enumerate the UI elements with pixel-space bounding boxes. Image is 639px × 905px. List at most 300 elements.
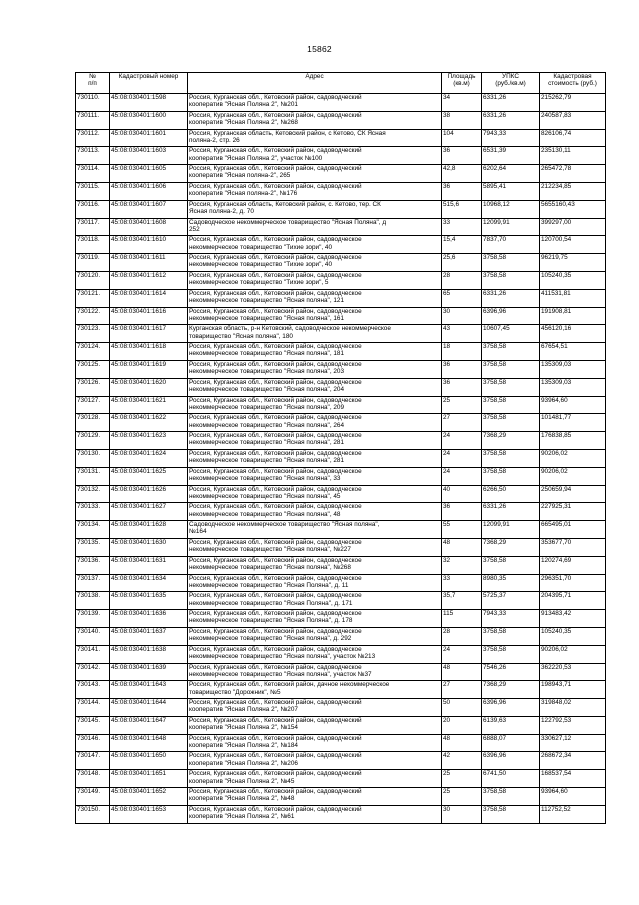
- address-line-1: Россия, Курганская обл., Кетовский район, садоводческий: [189, 716, 362, 724]
- address-line-1: Россия, Курганская обл., Кетовский район, садоводческое: [189, 467, 362, 475]
- area-cell: 18: [442, 343, 482, 361]
- address-line-1: Россия, Курганская обл., Кетовский район, садоводческое: [189, 254, 362, 262]
- address-cell: [188, 805, 442, 823]
- upks-cell: 6266,50: [482, 485, 540, 503]
- table-row: [76, 467, 606, 485]
- address-line-2: некоммерческое товарищество "Ясная поляна", 181: [189, 350, 345, 358]
- upks-cell: 10968,12: [482, 200, 540, 218]
- address-line-1: Россия, Курганская обл., Кетовский район, садоводческое: [189, 378, 362, 386]
- row-number-cell: 730146.: [76, 734, 110, 752]
- upks-cell: 3758,58: [482, 627, 540, 645]
- table-row: [76, 147, 606, 165]
- cadastral-number-cell: 45:08:030401:1614: [110, 289, 188, 307]
- cadastral-number-cell: 45:08:030401:1603: [110, 147, 188, 165]
- address-line-2: поляна-2, стр. 26: [189, 136, 240, 144]
- area-cell: 43: [442, 325, 482, 343]
- cadastral-value-cell: 204395,71: [540, 592, 606, 610]
- row-number-cell: 730134.: [76, 521, 110, 539]
- table-row: [76, 627, 606, 645]
- address-line-2: кооператив "Ясная Поляна 2", №45: [189, 777, 295, 785]
- area-cell: 36: [442, 503, 482, 521]
- upks-cell: 5895,41: [482, 182, 540, 200]
- upks-cell: 6396,96: [482, 699, 540, 717]
- address-cell: [188, 663, 442, 681]
- upks-cell: 3758,58: [482, 360, 540, 378]
- address-cell: [188, 521, 442, 539]
- area-cell: 35,7: [442, 592, 482, 610]
- address-line-2: кооператив "Ясная Поляна 2", №268: [189, 119, 298, 127]
- cadastral-number-cell: 45:08:030401:1643: [110, 681, 188, 699]
- cadastral-number-cell: 45:08:030401:1623: [110, 432, 188, 450]
- cadastral-value-cell: 826106,74: [540, 129, 606, 147]
- address-cell: [188, 378, 442, 396]
- address-line-1: Россия, Курганская обл., Кетовский район, садоводческий: [189, 111, 362, 119]
- cadastral-value-cell: 296351,70: [540, 574, 606, 592]
- area-cell: 27: [442, 681, 482, 699]
- address-cell: [188, 325, 442, 343]
- row-number-cell: 730133.: [76, 503, 110, 521]
- address-line-2: кооператив "Ясная Поляна 2", №48: [189, 795, 295, 803]
- address-line-1: Россия, Курганская обл., Кетовский район, садоводческое: [189, 360, 362, 368]
- header-cadastral-value: Кадастровая стоимость (руб.): [540, 73, 606, 94]
- cadastral-number-cell: 45:08:030401:1653: [110, 805, 188, 823]
- area-cell: 42: [442, 752, 482, 770]
- upks-cell: 3758,58: [482, 788, 540, 806]
- cadastral-number-cell: 45:08:030401:1637: [110, 627, 188, 645]
- address-line-1: Россия, Курганская обл., Кетовский район, садоводческое: [189, 538, 362, 546]
- cadastral-value-cell: 330627,12: [540, 734, 606, 752]
- header-address: Адрес: [188, 73, 442, 94]
- upks-cell: 3758,58: [482, 396, 540, 414]
- address-cell: [188, 592, 442, 610]
- table-row: [76, 182, 606, 200]
- address-line-1: Россия, Курганская обл., Кетовский район, садоводческое: [189, 574, 362, 582]
- cadastral-number-cell: 45:08:030401:1630: [110, 538, 188, 556]
- area-cell: 34: [442, 94, 482, 112]
- address-line-1: Россия, Курганская обл., Кетовский район, садоводческое: [189, 663, 362, 671]
- address-line-2: некоммерческое товарищество "Ясная поляна", 161: [189, 314, 345, 322]
- row-number-cell: 730148.: [76, 770, 110, 788]
- area-cell: 104: [442, 129, 482, 147]
- upks-cell: 3758,58: [482, 254, 540, 272]
- address-line-1: Россия, Курганская обл., Кетовский район, садоводческое: [189, 414, 362, 422]
- cadastral-value-cell: 250659,94: [540, 485, 606, 503]
- cadastral-value-cell: 90206,02: [540, 467, 606, 485]
- header-area: Площадь (кв.м): [442, 73, 482, 94]
- address-line-2: некоммерческое товарищество "Ясная поляна", 204: [189, 386, 345, 394]
- address-cell: [188, 788, 442, 806]
- address-line-2: некоммерческое товарищество "Ясная поляна", участок №213: [189, 653, 376, 660]
- table-row: [76, 414, 606, 432]
- upks-cell: 3758,58: [482, 378, 540, 396]
- address-cell: [188, 343, 442, 361]
- area-cell: 38: [442, 111, 482, 129]
- cadastral-number-cell: 45:08:030401:1621: [110, 396, 188, 414]
- area-cell: 36: [442, 182, 482, 200]
- address-line-2: некоммерческое товарищество "Ясная поляна", №268: [189, 564, 351, 572]
- area-cell: 24: [442, 645, 482, 663]
- row-number-cell: 730113.: [76, 147, 110, 165]
- table-row: [76, 503, 606, 521]
- table-row: [76, 770, 606, 788]
- area-cell: 25,6: [442, 254, 482, 272]
- cadastral-number-cell: 45:08:030401:1638: [110, 645, 188, 663]
- cadastral-value-cell: 67654,51: [540, 343, 606, 361]
- table-row: [76, 129, 606, 147]
- upks-cell: 3758,58: [482, 271, 540, 289]
- cadastral-value-cell: 122792,53: [540, 716, 606, 734]
- upks-cell: 6396,96: [482, 752, 540, 770]
- upks-cell: 6331,26: [482, 503, 540, 521]
- address-cell: [188, 716, 442, 734]
- address-line-1: Россия, Курганская обл., Кетовский район, садоводческий: [189, 788, 362, 796]
- upks-cell: 3758,58: [482, 449, 540, 467]
- area-cell: 36: [442, 360, 482, 378]
- cadastral-value-cell: 96219,75: [540, 254, 606, 272]
- address-line-1: Россия, Курганская обл., Кетовский район, садоводческий: [189, 805, 362, 813]
- table-header: [76, 73, 606, 94]
- cadastral-number-cell: 45:08:030401:1627: [110, 503, 188, 521]
- address-cell: [188, 681, 442, 699]
- address-line-2: некоммерческое товарищество "Тихие зори", 5: [189, 279, 329, 287]
- row-number-cell: 730135.: [76, 538, 110, 556]
- address-cell: [188, 503, 442, 521]
- area-cell: 28: [442, 627, 482, 645]
- cadastral-value-cell: 168537,54: [540, 770, 606, 788]
- cadastral-number-cell: 45:08:030401:1620: [110, 378, 188, 396]
- area-cell: 32: [442, 556, 482, 574]
- address-line-2: некоммерческое товарищество "Ясная Поляна", д. 178: [189, 617, 353, 625]
- cadastral-number-cell: 45:08:030401:1611: [110, 254, 188, 272]
- address-line-2: некоммерческое товарищество "Тихие зори", 40: [189, 243, 333, 251]
- table-row: [76, 752, 606, 770]
- address-cell: [188, 752, 442, 770]
- address-line-2: кооператив "Ясная Поляна 2", №184: [189, 741, 298, 749]
- row-number-cell: 730147.: [76, 752, 110, 770]
- cadastral-value-cell: 212234,85: [540, 182, 606, 200]
- address-line-1: Россия, Курганская обл., Кетовский район, садоводческий: [189, 752, 362, 760]
- address-cell: [188, 289, 442, 307]
- table-row: [76, 734, 606, 752]
- row-number-cell: 730122.: [76, 307, 110, 325]
- row-number-cell: 730139.: [76, 610, 110, 628]
- row-number-cell: 730130.: [76, 449, 110, 467]
- row-number-cell: 730129.: [76, 432, 110, 450]
- cadastral-value-cell: 90206,02: [540, 449, 606, 467]
- header-row: [76, 73, 606, 94]
- address-line-2: некоммерческое товарищество "Ясная поляна", 209: [189, 403, 345, 411]
- upks-cell: 6331,26: [482, 111, 540, 129]
- address-cell: [188, 770, 442, 788]
- table-row: [76, 111, 606, 129]
- address-cell: [188, 645, 442, 663]
- area-cell: 515,6: [442, 200, 482, 218]
- address-line-2: некоммерческое товарищество "Ясная поляна", 203: [189, 368, 345, 376]
- address-line-2: №164: [189, 528, 207, 536]
- area-cell: 50: [442, 699, 482, 717]
- cadastral-number-cell: 45:08:030401:1626: [110, 485, 188, 503]
- row-number-cell: 730145.: [76, 716, 110, 734]
- upks-cell: 7368,29: [482, 681, 540, 699]
- area-cell: 65: [442, 289, 482, 307]
- table-row: [76, 432, 606, 450]
- upks-cell: 6741,50: [482, 770, 540, 788]
- cadastral-number-cell: 45:08:030401:1634: [110, 574, 188, 592]
- area-cell: 25: [442, 770, 482, 788]
- upks-cell: 7837,70: [482, 236, 540, 254]
- cadastral-number-cell: 45:08:030401:1624: [110, 449, 188, 467]
- row-number-cell: 730137.: [76, 574, 110, 592]
- cadastral-number-cell: 45:08:030401:1606: [110, 182, 188, 200]
- area-cell: 28: [442, 271, 482, 289]
- cadastral-value-cell: 101481,77: [540, 414, 606, 432]
- address-cell: [188, 574, 442, 592]
- address-line-2: кооператив "Ясная Поляна 2", участок №100: [189, 154, 323, 162]
- table-row: [76, 449, 606, 467]
- cadastral-value-cell: 176838,85: [540, 432, 606, 450]
- table-row: [76, 805, 606, 823]
- cadastral-number-cell: 45:08:030401:1644: [110, 699, 188, 717]
- cadastral-number-cell: 45:08:030401:1612: [110, 271, 188, 289]
- area-cell: 33: [442, 574, 482, 592]
- upks-cell: 6396,96: [482, 307, 540, 325]
- table-row: [76, 360, 606, 378]
- cadastral-number-cell: 45:08:030401:1650: [110, 752, 188, 770]
- address-cell: [188, 200, 442, 218]
- address-line-2: 252: [189, 225, 200, 233]
- cadastral-value-cell: 112752,52: [540, 805, 606, 823]
- address-line-2: товарищество "Ясная поляна", 180: [189, 332, 293, 340]
- address-cell: [188, 271, 442, 289]
- cadastral-number-cell: 45:08:030401:1618: [110, 343, 188, 361]
- address-line-1: Россия, Курганская обл., Кетовский район, садоводческий: [189, 182, 362, 190]
- row-number-cell: 730138.: [76, 592, 110, 610]
- table-row: [76, 165, 606, 183]
- row-number-cell: 730121.: [76, 289, 110, 307]
- address-line-2: некоммерческое товарищество "Ясная поляна", 264: [189, 421, 345, 429]
- address-line-1: Россия, Курганская обл., Кетовский район, садоводческое: [189, 236, 362, 244]
- address-line-2: некоммерческое товарищество "Ясная поляна", 281: [189, 457, 345, 465]
- address-line-1: Россия, Курганская обл., Кетовский район, садоводческое: [189, 289, 362, 297]
- table-row: [76, 236, 606, 254]
- area-cell: 30: [442, 307, 482, 325]
- area-cell: 25: [442, 788, 482, 806]
- cadastral-table: [75, 72, 606, 824]
- cadastral-number-cell: 45:08:030401:1628: [110, 521, 188, 539]
- area-cell: 24: [442, 467, 482, 485]
- address-line-1: Россия, Курганская обл., Кетовский район, садоводческое: [189, 610, 362, 618]
- address-line-1: Садоводческое некоммерческое товарищество "Ясная поляна",: [189, 521, 380, 529]
- upks-cell: 6888,07: [482, 734, 540, 752]
- row-number-cell: 730132.: [76, 485, 110, 503]
- address-line-2: некоммерческое товарищество "Ясная поляна", 33: [189, 475, 341, 483]
- address-line-2: некоммерческое товарищество "Тихие зори", 40: [189, 261, 333, 269]
- area-cell: 25: [442, 396, 482, 414]
- address-cell: [188, 538, 442, 556]
- address-cell: [188, 165, 442, 183]
- upks-cell: 5725,37: [482, 592, 540, 610]
- cadastral-number-cell: 45:08:030401:1639: [110, 663, 188, 681]
- address-line-1: Россия, Курганская обл., Кетовский район, садоводческий: [189, 94, 362, 101]
- table-row: [76, 307, 606, 325]
- row-number-cell: 730116.: [76, 200, 110, 218]
- address-line-2: некоммерческое товарищество "Ясная поляна", 45: [189, 492, 341, 500]
- cadastral-value-cell: 135309,03: [540, 378, 606, 396]
- upks-cell: 7943,33: [482, 129, 540, 147]
- address-line-2: некоммерческое товарищество "Ясная поляна", №227: [189, 546, 351, 554]
- upks-cell: 3758,58: [482, 556, 540, 574]
- address-cell: [188, 129, 442, 147]
- row-number-cell: 730127.: [76, 396, 110, 414]
- header-row-number: № п/п: [76, 73, 110, 94]
- cadastral-number-cell: 45:08:030401:1617: [110, 325, 188, 343]
- cadastral-number-cell: 45:08:030401:1622: [110, 414, 188, 432]
- cadastral-value-cell: 399297,00: [540, 218, 606, 236]
- area-cell: 48: [442, 538, 482, 556]
- upks-cell: 3758,58: [482, 645, 540, 663]
- area-cell: 36: [442, 378, 482, 396]
- address-line-1: Россия, Курганская область, Кетовский район, с Кетово, СК Ясная: [189, 129, 386, 137]
- table-body: [76, 94, 606, 824]
- cadastral-value-cell: 268672,34: [540, 752, 606, 770]
- table-row: [76, 592, 606, 610]
- cadastral-number-cell: 45:08:030401:1619: [110, 360, 188, 378]
- cadastral-number-cell: 45:08:030401:1605: [110, 165, 188, 183]
- table-row: [76, 378, 606, 396]
- upks-cell: 7546,26: [482, 663, 540, 681]
- upks-cell: 3758,58: [482, 343, 540, 361]
- address-line-1: Россия, Курганская обл., Кетовский район, садоводческое: [189, 307, 362, 315]
- table-row: [76, 681, 606, 699]
- row-number-cell: 730114.: [76, 165, 110, 183]
- row-number-cell: 730123.: [76, 325, 110, 343]
- address-cell: [188, 414, 442, 432]
- row-number-cell: 730136.: [76, 556, 110, 574]
- cadastral-value-cell: 5655160,43: [540, 200, 606, 218]
- area-cell: 24: [442, 449, 482, 467]
- upks-cell: 10607,45: [482, 325, 540, 343]
- cadastral-number-cell: 45:08:030401:1616: [110, 307, 188, 325]
- cadastral-value-cell: 265472,78: [540, 165, 606, 183]
- table-row: [76, 254, 606, 272]
- address-cell: [188, 182, 442, 200]
- table-row: [76, 271, 606, 289]
- address-line-2: кооператив "Ясная поляна-2", №176: [189, 190, 298, 198]
- cadastral-number-cell: 45:08:030401:1652: [110, 788, 188, 806]
- cadastral-value-cell: 319848,02: [540, 699, 606, 717]
- cadastral-value-cell: 90206,02: [540, 645, 606, 663]
- cadastral-value-cell: 191908,81: [540, 307, 606, 325]
- address-cell: [188, 699, 442, 717]
- row-number-cell: 730144.: [76, 699, 110, 717]
- address-line-1: Россия, Курганская обл., Кетовский район, садоводческое: [189, 432, 362, 440]
- row-number-cell: 730124.: [76, 343, 110, 361]
- address-cell: [188, 111, 442, 129]
- address-line-1: Курганская область, р-н Кетовский, садоводческое некоммерческое: [189, 325, 391, 333]
- cadastral-number-cell: 45:08:030401:1610: [110, 236, 188, 254]
- row-number-cell: 730125.: [76, 360, 110, 378]
- address-line-1: Россия, Курганская обл., Кетовский район, садоводческий: [189, 770, 362, 778]
- table-row: [76, 521, 606, 539]
- area-cell: 27: [442, 414, 482, 432]
- table-row: [76, 788, 606, 806]
- cadastral-number-cell: 45:08:030401:1601: [110, 129, 188, 147]
- address-line-2: кооператив "Ясная Поляна 2", №61: [189, 813, 295, 821]
- address-line-1: Россия, Курганская обл., Кетовский район, садоводческое: [189, 627, 362, 635]
- address-line-2: некоммерческое товарищество "Ясная поляна", д. 292: [189, 635, 352, 643]
- upks-cell: 3758,58: [482, 467, 540, 485]
- address-cell: [188, 556, 442, 574]
- row-number-cell: 730119.: [76, 254, 110, 272]
- address-cell: [188, 360, 442, 378]
- header-upks: УПКС (руб./кв.м): [482, 73, 540, 94]
- header-cadastral-number: Кадастровый номер: [110, 73, 188, 94]
- cadastral-value-cell: 353677,70: [540, 538, 606, 556]
- address-cell: [188, 236, 442, 254]
- row-number-cell: 730111.: [76, 111, 110, 129]
- address-cell: [188, 467, 442, 485]
- address-line-1: Россия, Курганская обл., Кетовский район, садоводческое: [189, 503, 362, 511]
- cadastral-value-cell: 120700,54: [540, 236, 606, 254]
- area-cell: 42,8: [442, 165, 482, 183]
- table-row: [76, 343, 606, 361]
- cadastral-value-cell: 105240,35: [540, 627, 606, 645]
- area-cell: 33: [442, 218, 482, 236]
- area-cell: 15,4: [442, 236, 482, 254]
- cadastral-number-cell: 45:08:030401:1651: [110, 770, 188, 788]
- address-cell: [188, 627, 442, 645]
- cadastral-number-cell: 45:08:030401:1636: [110, 610, 188, 628]
- upks-cell: 7368,29: [482, 432, 540, 450]
- row-number-cell: 730126.: [76, 378, 110, 396]
- address-line-2: Ясная поляна-2, д. 70: [189, 208, 254, 216]
- upks-cell: 6331,26: [482, 94, 540, 112]
- area-cell: 48: [442, 734, 482, 752]
- row-number-cell: 730149.: [76, 788, 110, 806]
- address-line-2: некоммерческое товарищество "Ясная Поляна", д. 171: [189, 599, 353, 607]
- cadastral-value-cell: 135309,03: [540, 360, 606, 378]
- cadastral-value-cell: 215262,79: [540, 94, 606, 112]
- table-row: [76, 556, 606, 574]
- address-line-1: Россия, Курганская обл., Кетовский район, садоводческий: [189, 734, 362, 742]
- address-line-1: Россия, Курганская область, Кетовский район, с. Кетово, тер. СК: [189, 200, 381, 208]
- address-cell: [188, 218, 442, 236]
- address-line-1: Россия, Курганская обл., Кетовский район, дачное некоммерческое: [189, 681, 390, 689]
- address-cell: [188, 734, 442, 752]
- area-cell: 48: [442, 663, 482, 681]
- row-number-cell: 730141.: [76, 645, 110, 663]
- cadastral-value-cell: 240587,83: [540, 111, 606, 129]
- cadastral-value-cell: 227925,31: [540, 503, 606, 521]
- cadastral-value-cell: 235130,11: [540, 147, 606, 165]
- row-number-cell: 730110.: [76, 94, 110, 112]
- address-line-2: некоммерческое товарищество "Ясная Поляна", д. 11: [189, 581, 349, 589]
- address-line-2: товарищество "Дорожник", №5: [189, 688, 281, 696]
- area-cell: 20: [442, 716, 482, 734]
- address-cell: [188, 254, 442, 272]
- address-line-1: Россия, Курганская обл., Кетовский район, садоводческое: [189, 343, 362, 351]
- cadastral-number-cell: 45:08:030401:1631: [110, 556, 188, 574]
- table-row: [76, 610, 606, 628]
- table-row: [76, 663, 606, 681]
- address-line-1: Садоводческое некоммерческое товарищество "Ясная Поляна", д: [189, 218, 387, 226]
- row-number-cell: 730143.: [76, 681, 110, 699]
- table-row: [76, 716, 606, 734]
- address-line-1: Россия, Курганская обл., Кетовский район, садоводческий: [189, 699, 362, 707]
- row-number-cell: 730112.: [76, 129, 110, 147]
- table-row: [76, 289, 606, 307]
- cadastral-number-cell: 45:08:030401:1607: [110, 200, 188, 218]
